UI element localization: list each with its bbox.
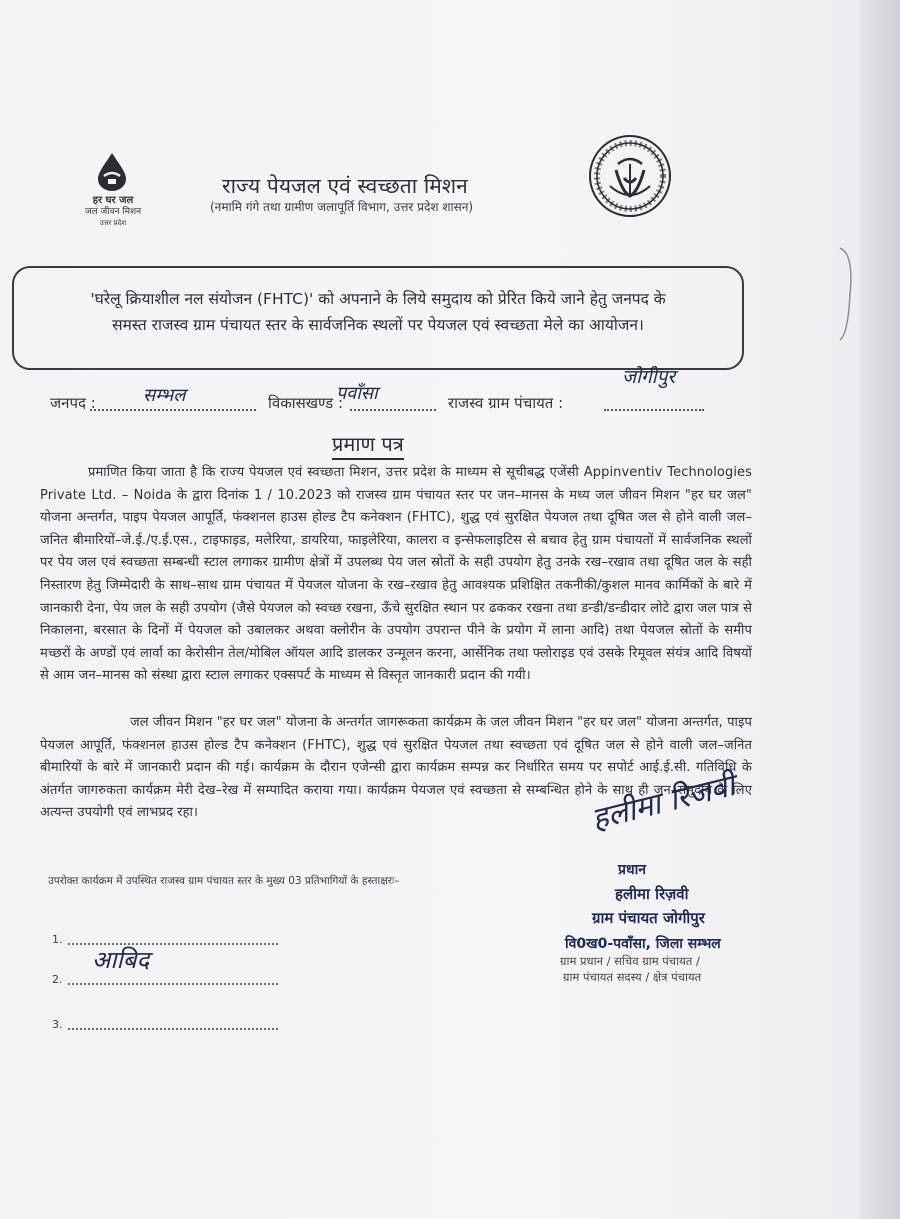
logo-line-2: जल जीवन मिशन — [84, 207, 142, 217]
signatory-role-line-2: ग्राम पंचायत सदस्य / क्षेत्र पंचायत — [563, 970, 702, 984]
participant-number: 2. — [52, 973, 63, 986]
block-label: विकासखण्ड : — [268, 394, 344, 412]
handwritten-signature — [588, 770, 768, 850]
subject-text — [30, 286, 726, 338]
participant-dotted-line — [68, 983, 278, 985]
block-dotted-line — [350, 409, 436, 411]
participant-number: 3. — [52, 1018, 63, 1031]
panchayat-dotted-line — [604, 409, 704, 411]
panchayat-label: राजस्व ग्राम पंचायत : — [448, 394, 564, 412]
location-row — [50, 366, 830, 419]
subject-box — [12, 266, 744, 370]
certificate-paragraph-2: जल जीवन मिशन "हर घर जल" योजना के अन्तर्गत जागरूकता कार्यक्रम के जल जीवन मिशन "हर घर जल" योजना अन्तर्गत, पाइप पेयजल आपूर्ति, फंक्शनल हाउस होल्ड टैप कनेक्शन (FHTC), शुद्ध एवं सुरक्षित पेयजल तथा स्वच्छता एवं दूषित जल से होने वाली जल–जनित बीमारियों के बारे में जानकारी प्रदान की गई। कार्यक्रम के दौरान एजेन्सी द्वारा कार्यक्रम सम्पन्न कर निर्धारित समय पर सपोर्ट आई.ई.सी. गतिविधि के अंतर्गत जागरुकता कार्यक्रम मेरी देख–रेख में सम्पादित कराया गया। कार्यक्रम पेयजल एवं स्वच्छता से सम्बन्धित होने के साथ ही जन–समुदाय के लिए अत्यन्त उपयोगी एवं लाभप्रद रहा। — [40, 715, 752, 821]
signatory-block-district: वि0ख0-पवाँसा, जिला सम्भल — [565, 936, 721, 952]
page-edge-shadow — [860, 0, 900, 1219]
participant-signature: आबिद — [92, 946, 150, 974]
signatory-name: हलीमा रिज़वी — [615, 885, 689, 903]
certificate-heading: प्रमाण पत्र — [332, 430, 404, 460]
folder-edge-mark — [836, 244, 860, 344]
participants-note: उपरोक्त कार्यक्रम में उपस्थित राजस्व ग्राम पंचायत स्तर के मुख्य 03 प्रतिभागियों के हस्ताक्षरः– — [48, 875, 400, 887]
water-drop-icon — [95, 152, 129, 192]
mission-title: राज्य पेयजल एवं स्वच्छता मिशन — [222, 174, 468, 198]
district-label: जनपद : — [50, 394, 96, 412]
panchayat-handwritten-value: जोगीपुर — [622, 366, 676, 388]
mission-subtitle: (नमामि गंगे तथा ग्रामीण जलापूर्ति विभाग, उत्तर प्रदेश शासन) — [210, 200, 474, 214]
subject-line-2: समस्त राजस्व ग्राम पंचायत स्तर के सार्वजनिक स्थलों पर पेयजल एवं स्वच्छता मेले का आयोजन। — [112, 316, 644, 334]
logo-line-3: उत्तर प्रदेश — [99, 219, 127, 227]
signatory-role-line-1: ग्राम प्रधान / सचिव ग्राम पंचायत / — [560, 954, 700, 968]
signature-title: प्रधान — [618, 862, 646, 878]
subject-line-1: 'घरेलू क्रियाशील नल संयोजन (FHTC)' को अपनाने के लिये समुदाय को प्रेरित किये जाने हेतु जनपद के — [90, 290, 666, 308]
certificate-paragraph-1: प्रमाणित किया जाता है कि राज्य पेयजल एवं स्वच्छता मिशन, उत्तर प्रदेश के माध्यम से सूचीबद्ध एजेंसी Appinventiv Technologies Private Ltd. – Noida के द्वारा दिनांक 1 / 10.2023 को राजस्व ग्राम पंचायत स्तर पर जन–मानस के मध्य जल जीवन मिशन "हर घर जल" योजना अन्तर्गत, पाइप पेयजल आपूर्ति, फंक्शनल हाउस होल्ड टैप कनेक्शन (FHTC), शुद्ध एवं सुरक्षित पेयजल तथा दूषित जल से होने वाली जल–जनित बीमारियों–जे.ई./ए.ई.एस., टाइफाइड, मलेरिया, डायरिया, फाइलेरिया, कालरा व इन्सेफलाइटिस से बचाव हेतु ग्राम पंचायतों में सार्वजनिक स्थलों पर पेय जल एवं स्वच्छता सम्बन्धी स्टाल लगाकर ग्रामीण क्षेत्रों में उपलब्ध पेय जल स्रोतों के सही उपयोग हेतु उनके रख–रखाव तथा दूषित जल के सही निस्तारण हेतु जिम्मेदारी के साथ–साथ ग्राम पंचायत में पेयजल योजना के रख–रखाव हेतु आवश्यक प्रशिक्षित तकनीकी/कुशल मानव कार्मिकों के बारे में जानकारी देना, पेय जल के सही उपयोग (जैसे पेयजल को स्वच्छ रखना, ऊँचे सुरक्षित स्थान पर ढककर रखना तथा डन्डी/डन्डीदार लोटे द्वारा जल पात्र से निकालना, बरसात के दिनों में पेयजल को उबालकर अथवा क्लोरीन के उपयोग उपरान्त पीने के प्रयोग में लाना आदि) तथा पेयजल स्रोतों के समीप मच्छरों के अण्डों एवं लार्वा का केरोसीन तेल/मोबिल ऑयल आदि डालकर उन्मूलन करना, आर्सेनिक तथा फ्लोराइड एवं उसके रिमूवल संयंत्र आदि विषयों से आम जन–मानस को संस्था द्वारा स्टाल लगाकर एक्सपर्ट के माध्यम से विस्तृत जानकारी प्रदान की गयी। — [40, 465, 752, 684]
district-handwritten-value: सम्भल — [143, 385, 186, 406]
signatory-gram-panchayat: ग्राम पंचायत जोगीपुर — [592, 909, 705, 927]
uttar-pradesh-emblem-icon — [588, 134, 672, 218]
logo-line-1: हर घर जल — [92, 195, 134, 206]
signature-scribble-text: हलीमा रिजवी — [588, 768, 739, 838]
district-dotted-line — [90, 409, 256, 411]
participant-number: 1. — [52, 933, 63, 946]
har-ghar-jal-logo — [78, 150, 148, 240]
block-handwritten-value: पवाँसा — [336, 383, 378, 404]
participant-dotted-line — [68, 1028, 278, 1030]
